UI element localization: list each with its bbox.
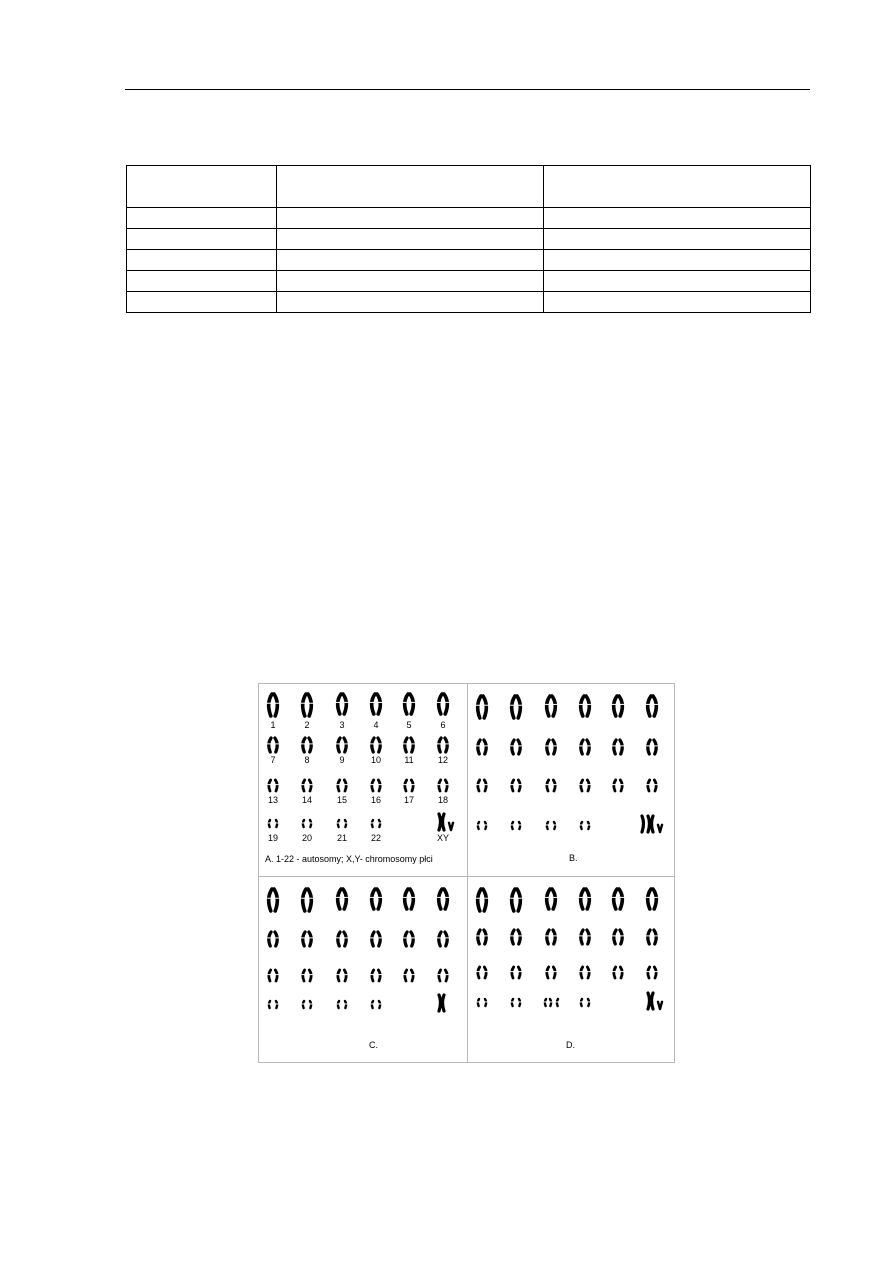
- chromosome-pair: [401, 889, 416, 909]
- table-cell[interactable]: [127, 292, 277, 313]
- chromosome-pair: [544, 740, 558, 754]
- karyotype-chromosomes: [259, 877, 467, 1067]
- chromosome-pair: [474, 889, 489, 911]
- chromosome-pair: [508, 696, 523, 718]
- chromosome-pair: [578, 740, 592, 754]
- chromosome-pair: [476, 822, 489, 829]
- chromosome-pair: [610, 889, 625, 909]
- chromosome-pair: [509, 740, 523, 754]
- chromosome-pair: [402, 932, 416, 946]
- chromosome-number-label: 2: [304, 720, 310, 730]
- chromosome-number-label: 21: [336, 833, 347, 843]
- chromosome-pair: [436, 738, 450, 752]
- table-cell[interactable]: [277, 208, 544, 229]
- panel-caption: C.: [369, 1040, 378, 1050]
- chromosome-number-label: 19: [267, 833, 278, 843]
- chromosome-pair: [299, 694, 314, 716]
- table-cell[interactable]: [544, 250, 811, 271]
- chromosome-number-label: 3: [339, 720, 345, 730]
- chromosome-pair: [336, 1001, 349, 1008]
- panel-caption: D.: [566, 1040, 575, 1050]
- chromosome-pair: [370, 820, 383, 827]
- chromosome-pair: [266, 738, 280, 752]
- chromosome-number-label: 4: [373, 720, 379, 730]
- chromosome-pair: [645, 780, 659, 791]
- chromosome-pair: [475, 780, 489, 791]
- chromosome-number-label: 18: [437, 795, 448, 805]
- chromosome-pair: [611, 967, 625, 978]
- chromosome-number-label: 13: [267, 795, 278, 805]
- chromosome-number-label: XY: [436, 833, 449, 843]
- chromosome-pair: [611, 740, 625, 754]
- chromosome-pair: [475, 967, 489, 978]
- chromosome-number-label: 5: [406, 720, 412, 730]
- chromosome-pair: [368, 889, 383, 909]
- chromosome-pair: [300, 970, 314, 981]
- karyotype-panel-c: [259, 877, 467, 1067]
- table-header-cell: [277, 166, 544, 208]
- chromosome-pair: [579, 999, 592, 1006]
- chromosome-pair: [267, 1001, 280, 1008]
- chromosome-pair: [401, 694, 416, 714]
- chromosome-pair: [545, 822, 558, 829]
- table-cell[interactable]: [277, 292, 544, 313]
- table-row: [127, 229, 811, 250]
- sex-chromosomes: [439, 995, 444, 1011]
- chromosome-pair: [436, 970, 450, 981]
- table-row: [127, 250, 811, 271]
- chromosome-pair: [508, 889, 523, 911]
- chromosome-number-label: 15: [336, 795, 347, 805]
- answer-table: [126, 165, 811, 313]
- chromosome-pair: [476, 999, 489, 1006]
- chromosome-pair: [301, 1001, 314, 1008]
- chromosome-pair: [336, 820, 349, 827]
- karyotype-panel-b: [468, 684, 676, 874]
- chromosome-number-label: 10: [370, 755, 381, 765]
- chromosome-number-label: 6: [440, 720, 446, 730]
- chromosome-pair: [474, 696, 489, 718]
- chromosome-pair: [509, 780, 523, 791]
- chromosome-pair: [544, 930, 558, 944]
- chromosome-number-label: 12: [437, 755, 448, 765]
- table-cell[interactable]: [127, 208, 277, 229]
- chromosome-pair: [475, 740, 489, 754]
- table-cell[interactable]: [127, 250, 277, 271]
- chromosome-pair: [369, 932, 383, 946]
- chromosome-number-label: 17: [403, 795, 414, 805]
- sex-chromosomes: [642, 816, 662, 832]
- chromosome-pair: [577, 889, 592, 909]
- table-row: [127, 292, 811, 313]
- chromosome-pair: [334, 694, 349, 714]
- chromosome-pair: [335, 780, 349, 791]
- table-header-cell: [544, 166, 811, 208]
- chromosome-pair: [299, 889, 314, 911]
- sex-chromosomes: [648, 993, 662, 1009]
- chromosome-pair: [435, 694, 450, 714]
- chromosome-pair: [369, 970, 383, 981]
- chromosome-pair: [611, 930, 625, 944]
- panel-caption: A. 1-22 - autosomy; X,Y- chromosomy płci: [265, 854, 433, 864]
- chromosome-number-label: 22: [370, 833, 381, 843]
- panel-caption: B.: [569, 853, 578, 863]
- chromosome-pair: [544, 780, 558, 791]
- chromosome-pair: [266, 932, 280, 946]
- chromosome-pair: [577, 696, 592, 716]
- chromosome-pair: [436, 932, 450, 946]
- table-cell[interactable]: [277, 229, 544, 250]
- karyotype-chromosomes: [468, 877, 676, 1067]
- chromosome-pair: [266, 970, 280, 981]
- chromosome-pair: [300, 932, 314, 946]
- chromosome-pair: [610, 696, 625, 716]
- chromosome-pair: [267, 820, 280, 827]
- chromosome-pair: [645, 967, 659, 978]
- chromosome-number-label: 9: [339, 755, 345, 765]
- chromosome-pair: [436, 780, 450, 791]
- chromosome-pair: [402, 970, 416, 981]
- chromosome-pair: [301, 820, 314, 827]
- chromosome-pair: [544, 967, 558, 978]
- karyotype-figure: [258, 683, 675, 1063]
- table-cell[interactable]: [277, 250, 544, 271]
- chromosome-pair: [335, 738, 349, 752]
- header-rule: [125, 89, 810, 90]
- chromosome-number-label: 8: [304, 755, 310, 765]
- karyotype-panel-d: [468, 877, 676, 1067]
- chromosome-pair: [509, 930, 523, 944]
- chromosome-pair: [510, 999, 523, 1006]
- chromosome-pair: [265, 889, 280, 911]
- chromosome-pair: [402, 780, 416, 791]
- chromosome-pair: [335, 932, 349, 946]
- chromosome-pair: [370, 1001, 383, 1008]
- sex-chromosomes: [439, 814, 453, 830]
- karyotype-chromosomes: [468, 684, 676, 874]
- chromosome-pair: [402, 738, 416, 752]
- chromosome-pair: [579, 822, 592, 829]
- table-cell[interactable]: [127, 229, 277, 250]
- chromosome-pair: [645, 930, 659, 944]
- chromosome-pair: [644, 889, 659, 909]
- table-cell[interactable]: [544, 292, 811, 313]
- chromosome-pair: [543, 999, 560, 1006]
- table-header-row: [127, 166, 811, 208]
- table-cell[interactable]: [544, 229, 811, 250]
- chromosome-pair: [266, 780, 280, 791]
- chromosome-pair: [543, 889, 558, 909]
- chromosome-pair: [368, 694, 383, 714]
- chromosome-number-label: 11: [404, 755, 414, 765]
- table-row: [127, 271, 811, 292]
- chromosome-pair: [300, 738, 314, 752]
- chromosome-pair: [543, 696, 558, 716]
- chromosome-pair: [300, 780, 314, 791]
- table-cell[interactable]: [544, 208, 811, 229]
- chromosome-pair: [644, 696, 659, 716]
- chromosome-number-label: 1: [270, 720, 276, 730]
- table-row: [127, 208, 811, 229]
- chromosome-pair: [510, 822, 523, 829]
- chromosome-pair: [435, 889, 450, 909]
- chromosome-pair: [335, 970, 349, 981]
- chromosome-number-label: 20: [301, 833, 312, 843]
- table-cell[interactable]: [277, 271, 544, 292]
- table-header-cell: [127, 166, 277, 208]
- chromosome-pair: [578, 930, 592, 944]
- chromosome-pair: [334, 889, 349, 909]
- chromosome-pair: [611, 780, 625, 791]
- karyotype-panel-a: [259, 684, 467, 874]
- karyotype-chromosomes: [259, 684, 467, 874]
- chromosome-number-label: 7: [270, 755, 276, 765]
- chromosome-pair: [265, 694, 280, 716]
- chromosome-pair: [578, 780, 592, 791]
- chromosome-pair: [369, 780, 383, 791]
- chromosome-number-label: 16: [370, 795, 381, 805]
- chromosome-pair: [475, 930, 489, 944]
- table-cell[interactable]: [544, 271, 811, 292]
- chromosome-pair: [369, 738, 383, 752]
- chromosome-pair: [509, 967, 523, 978]
- chromosome-pair: [578, 967, 592, 978]
- chromosome-pair: [645, 740, 659, 754]
- chromosome-number-label: 14: [301, 795, 312, 805]
- table-cell[interactable]: [127, 271, 277, 292]
